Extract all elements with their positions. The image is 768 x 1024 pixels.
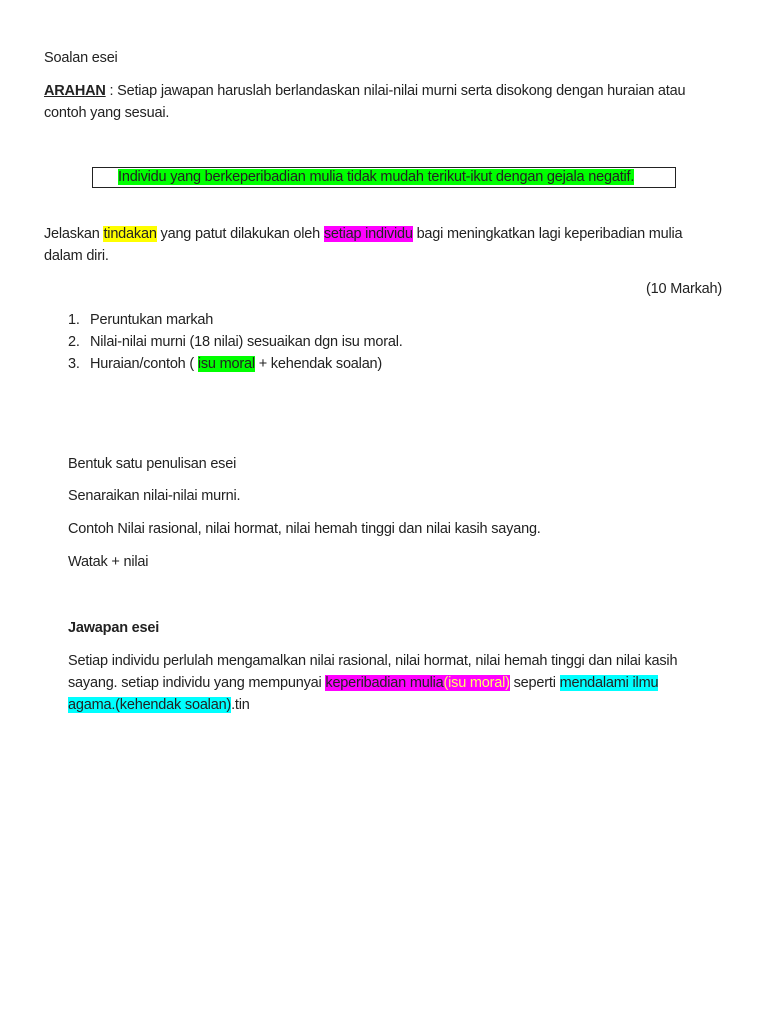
- question-line-1: [44, 223, 682, 245]
- highlight-mendalami-ilmu: mendalami ilmu: [559, 675, 659, 691]
- answer-text: sayang. setiap individu yang mempunyai: [68, 675, 326, 691]
- marks-label: (10 Markah): [646, 281, 722, 297]
- highlight-isu-moral-answer: (isu moral): [443, 675, 510, 691]
- highlight-isu-moral: isu moral: [197, 356, 255, 372]
- answer-text: .tin: [231, 697, 250, 713]
- list-text: Peruntukan markah: [90, 312, 214, 328]
- list-number: 2.: [68, 334, 80, 350]
- page-heading: Soalan esei: [44, 50, 118, 66]
- arahan-label: ARAHAN: [44, 83, 106, 99]
- highlight-setiap-individu: setiap individu: [323, 226, 413, 242]
- highlight-kehendak-soalan: agama.(kehendak soalan): [68, 697, 232, 713]
- note-line: Bentuk satu penulisan esei: [68, 456, 237, 472]
- question-text: bagi meningkatkan lagi keperibadian mulia: [412, 226, 683, 242]
- arahan-line-2: contoh yang sesuai.: [44, 105, 170, 121]
- answer-heading: Jawapan esei: [68, 620, 160, 636]
- question-text: yang patut dilakukan oleh: [156, 226, 324, 242]
- answer-text: seperti: [509, 675, 560, 691]
- note-line: Senaraikan nilai-nilai murni.: [68, 488, 241, 504]
- list-number: 3.: [68, 356, 80, 372]
- list-item: [68, 309, 403, 331]
- boxed-statement: [118, 168, 634, 187]
- list-text: + kehendak soalan): [254, 356, 383, 372]
- list-item: [68, 331, 403, 353]
- highlight-keperibadian-mulia: keperibadian mulia: [325, 675, 444, 691]
- boxed-statement-text: Individu yang berkeperibadian mulia tidak mudah terikut-ikut dengan gejala negatif.: [118, 169, 635, 185]
- arahan-line-1: [44, 80, 685, 102]
- list-text: Nilai-nilai murni (18 nilai) sesuaikan dgn isu moral.: [90, 334, 403, 350]
- question-text: Jelaskan: [44, 226, 104, 242]
- note-line: Contoh Nilai rasional, nilai hormat, nilai hemah tinggi dan nilai kasih sayang.: [68, 521, 541, 537]
- list-item: [68, 353, 403, 375]
- list-number: 1.: [68, 312, 80, 328]
- list-text: Huraian/contoh (: [90, 356, 198, 372]
- criteria-list: [68, 309, 403, 375]
- question-line-2: dalam diri.: [44, 248, 109, 264]
- note-line: Watak + nilai: [68, 554, 149, 570]
- answer-line-2: [68, 672, 658, 694]
- highlight-tindakan: tindakan: [103, 226, 157, 242]
- answer-line-3: [68, 694, 250, 716]
- answer-line-1: Setiap individu perlulah mengamalkan nilai rasional, nilai hormat, nilai hemah tinggi dan nilai kasih: [68, 653, 678, 669]
- arahan-text: : Setiap jawapan haruslah berlandaskan nilai-nilai murni serta disokong dengan huraian atau: [105, 83, 686, 99]
